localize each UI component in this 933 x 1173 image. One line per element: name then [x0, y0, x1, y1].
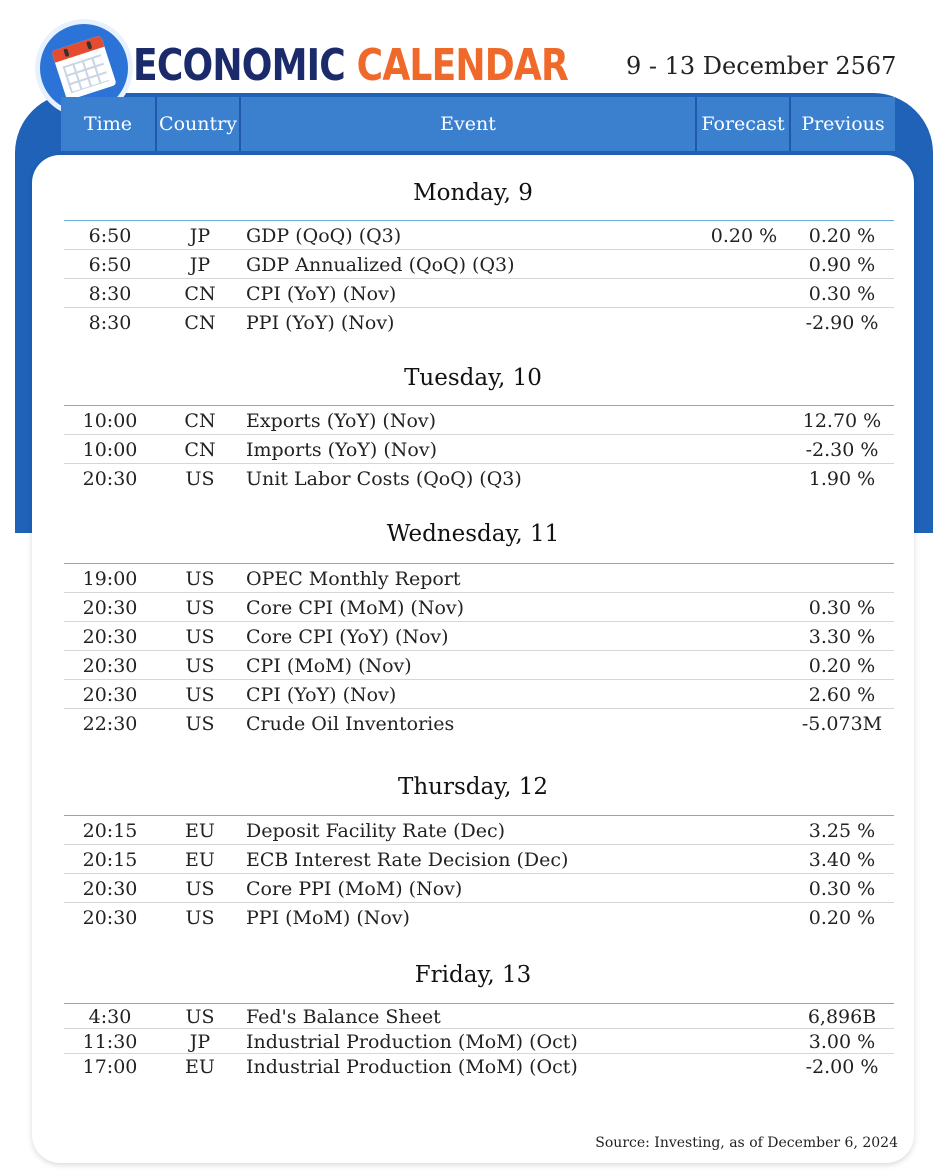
- cell-country: EU: [185, 849, 215, 871]
- cell-previous: -5.073M: [801, 713, 883, 735]
- cell-time: 20:30: [82, 597, 138, 619]
- title-word-calendar: CALENDAR: [356, 40, 568, 91]
- table-row: [64, 593, 894, 622]
- source-note: Source: Investing, as of December 6, 2024: [595, 1135, 898, 1151]
- cell-event: Fed's Balance Sheet: [246, 1006, 441, 1028]
- cell-event: ECB Interest Rate Decision (Dec): [246, 849, 569, 871]
- cell-forecast: [694, 709, 794, 737]
- table-row: [64, 564, 894, 593]
- title-word-economic: ECONOMIC: [133, 40, 345, 91]
- cell-country: US: [185, 907, 215, 929]
- table-row: [64, 903, 894, 932]
- cell-country: JP: [189, 1031, 211, 1053]
- cell-forecast: [694, 903, 794, 931]
- table-row: [64, 250, 894, 279]
- cell-event: GDP (QoQ) (Q3): [246, 225, 402, 247]
- table-row: [64, 651, 894, 680]
- cell-country: US: [185, 597, 215, 619]
- cell-time: 11:30: [82, 1031, 138, 1053]
- cell-country: US: [185, 568, 215, 590]
- cell-event: CPI (YoY) (Nov): [246, 283, 397, 305]
- cell-event: PPI (MoM) (Nov): [246, 907, 410, 929]
- cell-forecast: [694, 622, 794, 650]
- table-row: [64, 308, 894, 337]
- cell-forecast: [694, 435, 794, 463]
- day-heading: Friday, 13: [414, 962, 532, 988]
- table-row: [64, 279, 894, 308]
- cell-previous: 0.30 %: [808, 878, 876, 900]
- date-range: 9 - 13 December 2567: [626, 52, 897, 80]
- cell-previous: 3.25 %: [808, 820, 876, 842]
- cell-country: US: [185, 468, 215, 490]
- cell-previous: 6,896B: [807, 1006, 877, 1028]
- page-title: [133, 38, 568, 94]
- cell-country: US: [185, 626, 215, 648]
- table-row: [64, 709, 894, 738]
- cell-time: 6:50: [88, 225, 132, 247]
- cell-forecast: [694, 593, 794, 621]
- cell-event: Exports (YoY) (Nov): [246, 410, 437, 432]
- cell-forecast: [694, 279, 794, 307]
- cell-event: CPI (MoM) (Nov): [246, 655, 412, 677]
- cell-event: Unit Labor Costs (QoQ) (Q3): [246, 468, 522, 490]
- cell-previous: [792, 564, 892, 592]
- cell-forecast: [694, 250, 794, 278]
- table-row: [64, 221, 894, 250]
- column-header-previous: Previous: [801, 113, 885, 135]
- cell-previous: 0.20 %: [808, 907, 876, 929]
- table-row: [64, 874, 894, 903]
- cell-event: Crude Oil Inventories: [246, 713, 455, 735]
- cell-forecast: [694, 1054, 794, 1078]
- cell-previous: 0.90 %: [808, 254, 876, 276]
- cell-time: 20:30: [82, 878, 138, 900]
- cell-time: 20:30: [82, 626, 138, 648]
- cell-previous: -2.90 %: [805, 312, 879, 334]
- cell-event: PPI (YoY) (Nov): [246, 312, 395, 334]
- cell-previous: -2.30 %: [805, 439, 879, 461]
- cell-forecast: [694, 464, 794, 492]
- cell-forecast: 0.20 %: [710, 225, 778, 247]
- column-header-time: Time: [61, 97, 157, 151]
- cell-country: US: [185, 655, 215, 677]
- cell-forecast: [694, 1004, 794, 1028]
- cell-event: Core CPI (YoY) (Nov): [246, 626, 449, 648]
- table-row: [64, 845, 894, 874]
- column-header-forecast: Forecast: [697, 97, 791, 151]
- cell-time: 22:30: [82, 713, 138, 735]
- cell-previous: 0.20 %: [808, 225, 876, 247]
- cell-event: GDP Annualized (QoQ) (Q3): [246, 254, 515, 276]
- table-row: [64, 464, 894, 493]
- table-row: [64, 1004, 894, 1029]
- cell-previous: 1.90 %: [808, 468, 876, 490]
- cell-time: 4:30: [88, 1006, 132, 1028]
- cell-previous: -2.00 %: [805, 1056, 879, 1078]
- column-header-country: Country: [157, 97, 241, 151]
- cell-previous: 0.20 %: [808, 655, 876, 677]
- table-header: [61, 97, 895, 151]
- cell-event: Deposit Facility Rate (Dec): [246, 820, 506, 842]
- cell-time: 20:15: [82, 820, 138, 842]
- cell-previous: 12.70 %: [802, 410, 882, 432]
- cell-previous: 0.30 %: [808, 597, 876, 619]
- cell-country: CN: [184, 410, 216, 432]
- cell-event: CPI (YoY) (Nov): [246, 684, 397, 706]
- day-heading: Monday, 9: [413, 180, 533, 206]
- cell-time: 10:00: [82, 410, 138, 432]
- cell-event: Core CPI (MoM) (Nov): [246, 597, 465, 619]
- cell-time: 20:30: [82, 655, 138, 677]
- cell-time: 17:00: [82, 1056, 138, 1078]
- cell-forecast: [694, 816, 794, 844]
- day-heading: Tuesday, 10: [404, 365, 542, 391]
- cell-country: US: [185, 878, 215, 900]
- cell-time: 6:50: [88, 254, 132, 276]
- cell-country: JP: [189, 225, 211, 247]
- table-row: [64, 680, 894, 709]
- cell-event: OPEC Monthly Report: [246, 568, 461, 590]
- cell-forecast: [694, 308, 794, 336]
- cell-forecast: [694, 845, 794, 873]
- cell-time: 8:30: [88, 283, 132, 305]
- table-row: [64, 816, 894, 845]
- cell-time: 8:30: [88, 312, 132, 334]
- cell-forecast: [694, 564, 794, 592]
- cell-country: EU: [185, 1056, 215, 1078]
- cell-event: Imports (YoY) (Nov): [246, 439, 437, 461]
- cell-country: US: [185, 684, 215, 706]
- column-header-event: Event: [241, 97, 697, 151]
- table-row: [64, 1029, 894, 1054]
- cell-time: 20:30: [82, 684, 138, 706]
- day-heading: Thursday, 12: [397, 774, 549, 800]
- table-row: [64, 622, 894, 651]
- cell-previous: 3.00 %: [808, 1031, 876, 1053]
- cell-country: US: [185, 713, 215, 735]
- cell-previous: 3.30 %: [808, 626, 876, 648]
- cell-previous: 0.30 %: [808, 283, 876, 305]
- table-row: [64, 1054, 894, 1079]
- cell-time: 10:00: [82, 439, 138, 461]
- cell-forecast: [694, 651, 794, 679]
- cell-forecast: [694, 1029, 794, 1053]
- cell-previous: 2.60 %: [808, 684, 876, 706]
- cell-country: US: [185, 1006, 215, 1028]
- cell-time: 20:15: [82, 849, 138, 871]
- cell-forecast: [694, 406, 794, 434]
- cell-event: Core PPI (MoM) (Nov): [246, 878, 463, 900]
- cell-time: 20:30: [82, 468, 138, 490]
- cell-forecast: [694, 680, 794, 708]
- cell-time: 20:30: [82, 907, 138, 929]
- day-heading: Wednesday, 11: [386, 521, 560, 547]
- cell-event: Industrial Production (MoM) (Oct): [246, 1056, 578, 1078]
- cell-event: Industrial Production (MoM) (Oct): [246, 1031, 578, 1053]
- cell-country: EU: [185, 820, 215, 842]
- cell-forecast: [694, 874, 794, 902]
- cell-country: JP: [189, 254, 211, 276]
- cell-time: 19:00: [82, 568, 138, 590]
- cell-previous: 3.40 %: [808, 849, 876, 871]
- table-row: [64, 406, 894, 435]
- cell-country: CN: [184, 312, 216, 334]
- cell-country: CN: [184, 439, 216, 461]
- cell-country: CN: [184, 283, 216, 305]
- table-row: [64, 435, 894, 464]
